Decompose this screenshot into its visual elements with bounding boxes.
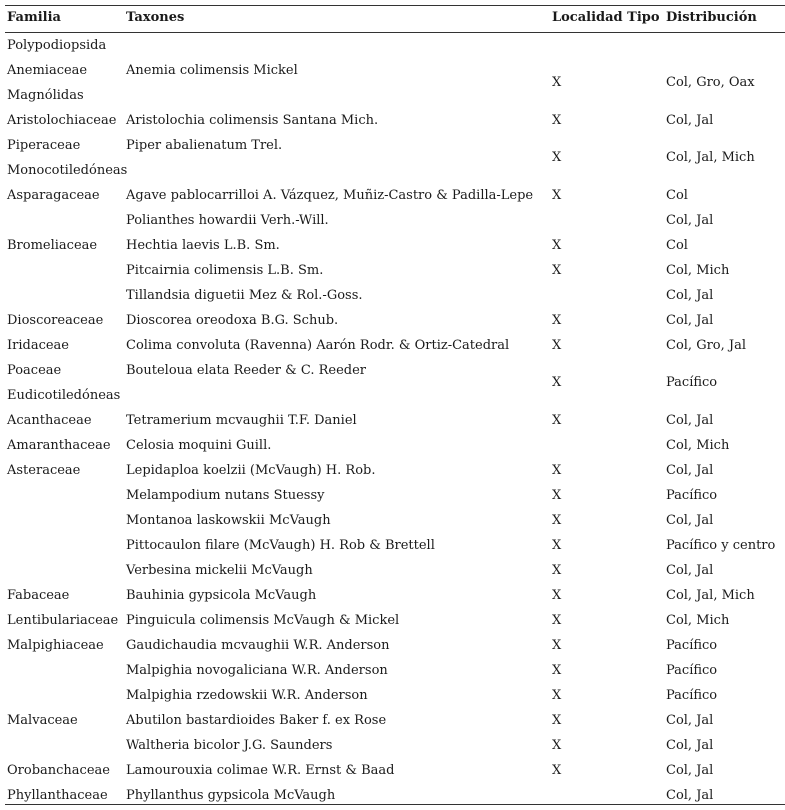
cell-taxon: Gaudichaudia mcvaughii W.R. Anderson — [126, 638, 390, 653]
table-row — [5, 533, 785, 558]
table-row — [5, 708, 785, 733]
cell-familia — [7, 333, 69, 358]
header-localidad-tipo: Localidad Tipo — [552, 10, 660, 25]
cell-distribucion: Col, Gro, Oax — [666, 75, 755, 90]
cell-distribucion: Col, Jal — [666, 313, 714, 328]
table-row — [5, 683, 785, 708]
cell-distribucion: Col, Mich — [666, 613, 730, 628]
cell-distribucion: Pacífico — [666, 488, 718, 503]
familia-label: Piperaceae — [7, 138, 81, 153]
cell-taxon: Phyllanthus gypsicola McVaugh — [126, 788, 336, 803]
table-row — [5, 458, 785, 483]
cell-taxon: Pitcairnia colimensis L.B. Sm. — [126, 263, 324, 278]
cell-distribucion: Col, Gro, Jal — [666, 338, 747, 353]
cell-taxon: Aristolochia colimensis Santana Mich. — [126, 113, 379, 128]
cell-taxon: Bauhinia gypsicola McVaugh — [126, 588, 317, 603]
table-row — [5, 658, 785, 683]
cell-taxon: Bouteloua elata Reeder & C. Reeder — [126, 363, 367, 378]
cell-localidad-tipo: X — [552, 638, 562, 653]
table-row — [5, 258, 785, 283]
cell-taxon: Montanoa laskowskii McVaugh — [126, 513, 331, 528]
familia-label: Asparagaceae — [7, 188, 100, 203]
group-label: Monocotiledóneas — [7, 163, 128, 178]
familia-label: Lentibulariaceae — [7, 613, 119, 628]
cell-taxon: Celosia moquini Guill. — [126, 438, 272, 453]
cell-distribucion: Col, Jal — [666, 763, 714, 778]
cell-taxon: Polianthes howardii Verh.-Will. — [126, 213, 329, 228]
cell-distribucion: Col, Jal — [666, 113, 714, 128]
table-row — [5, 583, 785, 608]
table-row — [5, 733, 785, 758]
familia-label: Bromeliaceae — [7, 238, 98, 253]
table-row — [5, 183, 785, 208]
cell-taxon: Hechtia laevis L.B. Sm. — [126, 238, 280, 253]
cell-familia — [7, 33, 106, 58]
table-row — [5, 233, 785, 258]
cell-taxon: Malpighia rzedowskii W.R. Anderson — [126, 688, 368, 703]
table-row — [5, 608, 785, 633]
cell-distribucion: Pacífico — [666, 663, 718, 678]
cell-localidad-tipo: X — [552, 588, 562, 603]
cell-localidad-tipo: X — [552, 338, 562, 353]
cell-taxon: Lamourouxia colimae W.R. Ernst & Baad — [126, 763, 395, 778]
table-row — [5, 58, 785, 108]
cell-familia — [7, 608, 118, 633]
table-row — [5, 333, 785, 358]
cell-distribucion: Pacífico — [666, 638, 718, 653]
cell-familia — [7, 758, 110, 783]
cell-familia — [7, 183, 100, 208]
cell-familia — [7, 708, 78, 733]
cell-localidad-tipo: X — [552, 75, 562, 90]
cell-localidad-tipo: X — [552, 738, 562, 753]
cell-taxon: Melampodium nutans Stuessy — [126, 488, 325, 503]
cell-familia — [7, 458, 80, 483]
cell-localidad-tipo: X — [552, 488, 562, 503]
cell-taxon: Lepidaploa koelzii (McVaugh) H. Rob. — [126, 463, 376, 478]
cell-taxon: Colima convoluta (Ravenna) Aarón Rodr. & Ortiz-Catedral — [126, 338, 510, 353]
cell-distribucion: Col, Jal — [666, 288, 714, 303]
cell-localidad-tipo: X — [552, 375, 562, 390]
cell-distribucion: Col, Jal — [666, 213, 714, 228]
cell-familia — [7, 308, 103, 333]
cell-taxon: Verbesina mickelii McVaugh — [126, 563, 313, 578]
cell-taxon: Pittocaulon filare (McVaugh) H. Rob & Brettell — [126, 538, 435, 553]
table-row — [5, 108, 785, 133]
cell-familia — [7, 408, 92, 433]
cell-localidad-tipo: X — [552, 563, 562, 578]
cell-familia — [7, 583, 69, 608]
table-row — [5, 483, 785, 508]
cell-distribucion: Col — [666, 188, 688, 203]
cell-distribucion: Col, Jal — [666, 563, 714, 578]
cell-localidad-tipo: X — [552, 713, 562, 728]
cell-taxon: Agave pablocarrilloi A. Vázquez, Muñiz-Castro & Padilla-Lepe — [126, 188, 534, 203]
cell-taxon: Abutilon bastardioides Baker f. ex Rose — [126, 713, 387, 728]
cell-localidad-tipo: X — [552, 313, 562, 328]
header-taxones: Taxones — [126, 10, 185, 25]
cell-localidad-tipo: X — [552, 663, 562, 678]
cell-localidad-tipo: X — [552, 413, 562, 428]
table-row — [5, 358, 785, 408]
familia-label: Aristolochiaceae — [7, 113, 117, 128]
cell-distribucion: Col, Jal — [666, 513, 714, 528]
familia-label: Dioscoreaceae — [7, 313, 104, 328]
familia-label: Poaceae — [7, 363, 62, 378]
cell-localidad-tipo: X — [552, 188, 562, 203]
cell-taxon: Malpighia novogaliciana W.R. Anderson — [126, 663, 388, 678]
cell-familia — [7, 433, 111, 458]
cell-distribucion: Col, Jal, Mich — [666, 588, 755, 603]
cell-familia — [7, 633, 104, 658]
cell-distribucion: Col, Jal, Mich — [666, 150, 755, 165]
cell-distribucion: Col, Jal — [666, 463, 714, 478]
familia-label: Anemiaceae — [7, 63, 88, 78]
cell-distribucion: Pacífico — [666, 688, 718, 703]
cell-distribucion: Col, Jal — [666, 413, 714, 428]
header-familia: Familia — [7, 10, 61, 25]
table-row — [5, 508, 785, 533]
cell-localidad-tipo: X — [552, 613, 562, 628]
cell-distribucion: Col — [666, 238, 688, 253]
table-row — [5, 408, 785, 433]
table-bottom-rule — [5, 804, 785, 805]
familia-label: Malvaceae — [7, 713, 78, 728]
familia-label: Phyllanthaceae — [7, 788, 108, 803]
cell-familia — [7, 58, 87, 108]
cell-taxon: Pinguicula colimensis McVaugh & Mickel — [126, 613, 400, 628]
familia-label: Amaranthaceae — [7, 438, 111, 453]
cell-localidad-tipo: X — [552, 463, 562, 478]
header-distribucion: Distribución — [666, 10, 757, 25]
cell-distribucion: Col, Mich — [666, 263, 730, 278]
cell-familia — [7, 133, 127, 183]
cell-distribucion: Pacífico y centro — [666, 538, 776, 553]
table-row — [5, 208, 785, 233]
cell-taxon: Piper abalienatum Trel. — [126, 138, 283, 153]
cell-distribucion: Col, Jal — [666, 713, 714, 728]
cell-localidad-tipo: X — [552, 238, 562, 253]
familia-label: Fabaceae — [7, 588, 70, 603]
cell-familia — [7, 233, 97, 258]
familia-label: Polypodiopsida — [7, 38, 107, 53]
cell-localidad-tipo: X — [552, 538, 562, 553]
group-label: Eudicotiledóneas — [7, 388, 121, 403]
familia-label: Malpighiaceae — [7, 638, 104, 653]
cell-distribucion: Col, Jal — [666, 788, 714, 803]
cell-taxon: Tetramerium mcvaughii T.F. Daniel — [126, 413, 357, 428]
cell-distribucion: Pacífico — [666, 375, 718, 390]
cell-localidad-tipo: X — [552, 113, 562, 128]
familia-label: Orobanchaceae — [7, 763, 110, 778]
table-row — [5, 283, 785, 308]
table-row — [5, 433, 785, 458]
cell-taxon: Anemia colimensis Mickel — [126, 63, 298, 78]
cell-localidad-tipo: X — [552, 688, 562, 703]
table-row — [5, 633, 785, 658]
familia-label: Acanthaceae — [7, 413, 92, 428]
cell-taxon: Waltheria bicolor J.G. Saunders — [126, 738, 333, 753]
cell-localidad-tipo: X — [552, 263, 562, 278]
table-header — [5, 5, 785, 32]
cell-taxon: Dioscorea oreodoxa B.G. Schub. — [126, 313, 339, 328]
familia-label: Asteraceae — [7, 463, 81, 478]
cell-distribucion: Col, Jal — [666, 738, 714, 753]
table-row — [5, 33, 785, 58]
cell-distribucion: Col, Mich — [666, 438, 730, 453]
cell-localidad-tipo: X — [552, 150, 562, 165]
group-label: Magnólidas — [7, 88, 84, 103]
cell-familia — [7, 358, 120, 408]
table-row — [5, 133, 785, 183]
cell-familia — [7, 108, 116, 133]
table-row — [5, 758, 785, 783]
familia-label: Iridaceae — [7, 338, 69, 353]
cell-localidad-tipo: X — [552, 513, 562, 528]
cell-localidad-tipo: X — [552, 763, 562, 778]
table-row — [5, 308, 785, 333]
cell-taxon: Tillandsia diguetii Mez & Rol.-Goss. — [126, 288, 363, 303]
table-row — [5, 558, 785, 583]
